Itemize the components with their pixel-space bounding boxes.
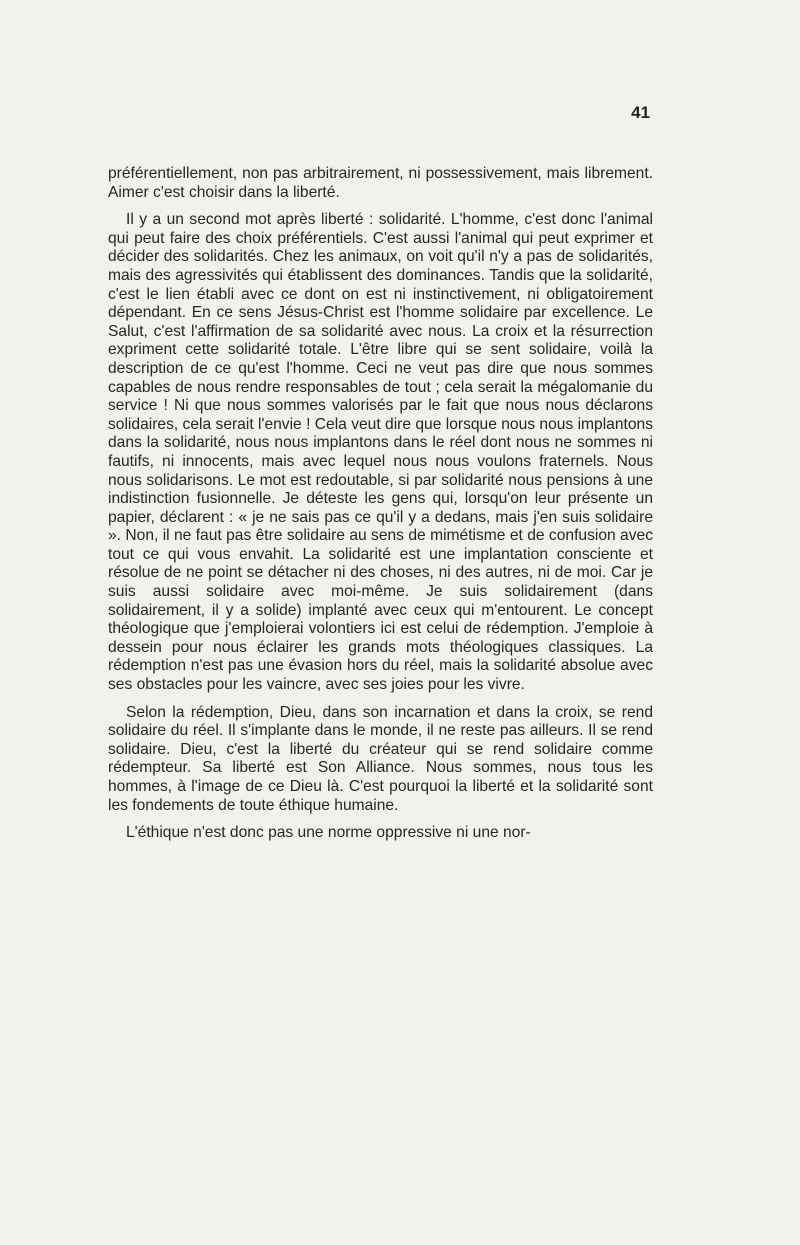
page-number: 41 bbox=[631, 103, 650, 122]
paragraph-redemption: Selon la rédemption, Dieu, dans son incarnation et dans la croix, se rend solidaire du réel. Il s'implante dans le monde, il ne reste pas ailleurs. Il se rend solidaire. Dieu, c'est la liberté du créateur qui se rend solidaire comme rédempteur. Sa liberté est Son Alliance. Nous sommes, nous tous les hommes, à l'image de ce Dieu là. C'est pourquoi la liberté et la solidarité sont les fondements de toute éthique humaine. bbox=[108, 703, 653, 814]
paragraph-ethique: L'éthique n'est donc pas une norme oppressive ni une nor- bbox=[126, 824, 531, 842]
paragraph-solidarite: Il y a un second mot après liberté : solidarité. L'homme, c'est donc l'animal qui peut faire des choix préférentiels. C'est aussi l'animal qui peut exprimer et décider des solidarités. Chez les animaux, on voit qu'il n'y a pas de solidarités, mais des agressivités qui établissent des dominances. Tandis que la solidarité, c'est le lien établi avec ce dont on est ni instinctivement, ni obligatoirement dépendant. En ce sens Jésus-Christ est l'homme solidaire par excellence. Le Salut, c'est l'affirmation de sa solidarité avec nous. La croix et la résurrection expriment cette solidarité totale. L'être libre qui se sent solidaire, voilà la description de ce qu'est l'homme. Ceci ne veut pas dire que nous sommes capables de nous rendre responsables de tout ; cela serait la mégalomanie du service ! Ni que nous sommes valorisés par le fait que nous nous déclarons solidaires, cela serait l'envie ! Cela veut dire que lorsque nous nous implantons dans la solidarité, nous nous implantons dans le réel dont nous ne sommes ni fautifs, ni innocents, mais avec lequel nous nous voulons fraternels. Nous nous solidarisons. Le mot est redoutable, si par solidarité nous pensions à une indistinction fusionnelle. Je déteste les gens qui, lorsqu'on leur présente un papier, déclarent : « je ne sais pas ce qu'il y a dedans, mais j'en suis solidaire ». Non, il ne faut pas être solidaire au sens de mimétisme et de confusion avec tout ce qui vous envahit. La solidarité est une implantation consciente et résolue de ne point se détacher ni des choses, ni des autres, ni de moi. Car je suis aussi solidaire avec moi-même. Je suis solidairement (dans solidairement, il y a solide) implanté avec ceux qui m'entourent. Le concept théologique que j'emploierai volontiers ici est celui de rédemption. J'emploie à dessein pour nous éclairer les grands mots théologiques classiques. La rédemption n'est pas une évasion hors du réel, mais la solidarité absolue avec ses obstacles pour les vaincre, avec ses joies pour les vivre. bbox=[108, 211, 653, 694]
paragraph-continuation: préférentiellement, non pas arbitrairement, ni possessivement, mais librement. Aimer c'est choisir dans la liberté. bbox=[108, 165, 653, 201]
body-text bbox=[108, 165, 653, 852]
